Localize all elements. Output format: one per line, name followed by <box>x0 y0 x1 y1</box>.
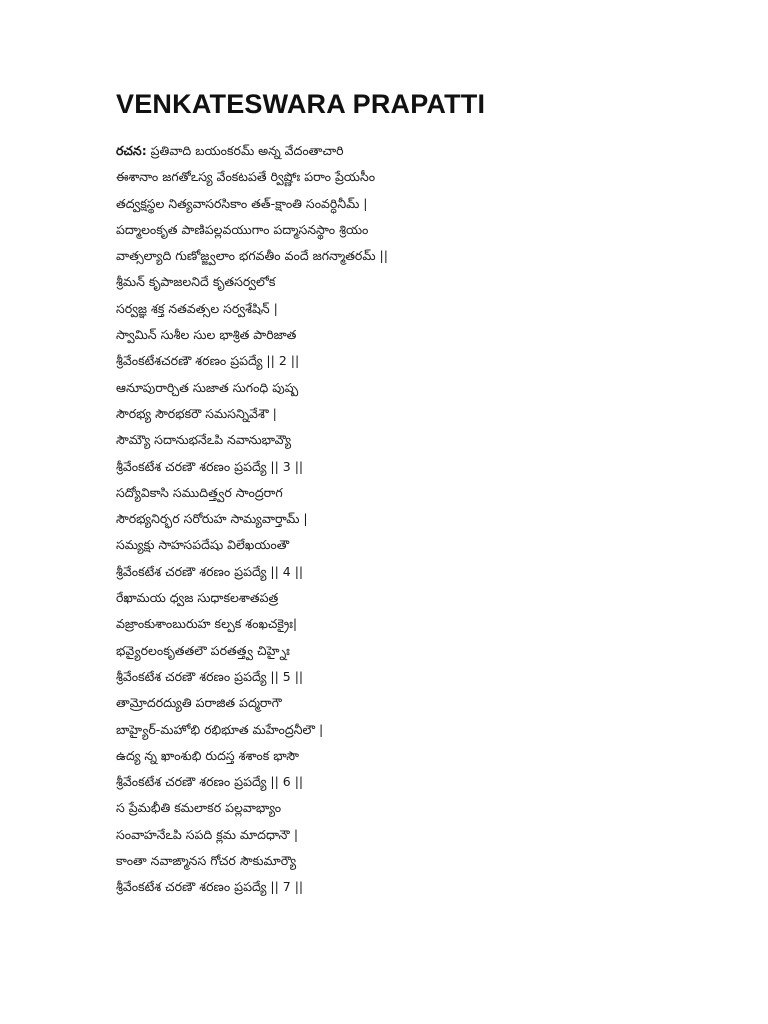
verse-line: సమ్యక్షు సాహసపదేషు విలేఖయంతౌ <box>116 537 290 553</box>
verse-line: శ్రీవేంకటేశ చరణౌ శరణం ప్రపద్యే || 5 || <box>116 668 304 684</box>
verse-line: సంవాహనేఽపి సపది క్లమ మాదధానౌ | <box>116 826 299 842</box>
verse-line: శ్రీవేంకటేశ చరణౌ శరణం ప్రపద్యే || 4 || <box>116 563 304 579</box>
verse-line: సౌమ్యౌ సదానుభనేఽపి నవానుభావ్యౌ <box>116 432 292 448</box>
verse-line: బాహ్యైర్-మహోభి రభిభూత మహేంద్రనీలౌ | <box>116 721 324 737</box>
verse-line: శ్రీమన్ కృపాజలనిదే కృతసర్వలోక <box>116 274 276 290</box>
verse-line: వాత్సల్యాది గుణోజ్జ్వలాం భగవతీం వందే జగన్మాతరమ్ || <box>116 248 388 264</box>
verse-line: శ్రీవేంకటేశ చరణౌ శరణం ప్రపద్యే || 7 || <box>116 879 304 895</box>
document-page <box>116 86 676 901</box>
verse-line: పద్మాలంకృత పాణిపల్లవయుగాం పద్మాసనస్థాం శ్రియం <box>116 221 369 237</box>
verse-line: భవ్యైరలంకృతతలౌ పరతత్త్వ చిహ్నైః <box>116 642 290 658</box>
author-label: రచన: <box>116 143 147 158</box>
verse-line: సద్యోవికాసి సముదిత్త్వర సాంద్రరాగ <box>116 484 283 500</box>
verse-line: ఉద్య న్న ఖాంశుభి రుదస్త శశాంక భాసౌ <box>116 747 299 763</box>
document-title: VENKATESWARA PRAPATTI <box>116 89 486 119</box>
verse-line: రేఖామయ ధ్వజ సుధాకలశాతపత్ర <box>116 590 279 606</box>
verse-line: శ్రీవేంకటేశ చరణౌ శరణం ప్రపద్యే || 6 || <box>116 774 304 790</box>
verse-line: స్వామిన్ సుశీల సుల భాశ్రిత పారిజాత <box>116 327 297 343</box>
verse-line: తామ్రోదరద్యుతి పరాజిత పద్మరాగౌ <box>116 695 282 711</box>
verse-list <box>116 164 676 900</box>
verse-line: తద్వక్షస్థల నిత్యవాసరసికాం తత్-క్షాంతి సంవర్ధినీమ్ | <box>116 195 368 211</box>
verse-line: వజ్రాంకుశాంబురుహ కల్పక శంఖచక్రైః| <box>116 616 298 632</box>
verse-line: శ్రీవేంకటేశ చరణౌ శరణం ప్రపద్యే || 3 || <box>116 458 304 474</box>
verse-line: ఈశానాం జగతోఽస్య వేంకటపతే ర్విష్ణోః పరాం ప్రేయసీం <box>116 169 376 185</box>
verse-line: కాంతా నవాఙ్మానస గోచర సౌకుమార్యౌ <box>116 853 297 869</box>
author-byline <box>116 138 676 164</box>
verse-line: స ప్రేమభీతి కమలాకర పల్లవాభ్యాం <box>116 800 282 816</box>
verse-line: సౌరభ్యనిర్భర సరోరుహ సామ్యవార్తామ్ | <box>116 511 308 527</box>
verse-line: సౌరభ్య సౌరభకరౌ సమసన్నివేశౌ | <box>116 405 277 421</box>
verse-line: శ్రీవేంకటేశచరణౌ శరణం ప్రపద్యే || 2 || <box>116 353 300 369</box>
author-text: ప్రతివాది బయంకరమ్ అన్న వేదంతాచారి <box>150 143 344 158</box>
verse-line: ఆనూపురార్చిత సుజాత సుగంధి పుష్ప <box>116 379 299 395</box>
verse-line: సర్వజ్ఞ శక్త నతవత్సల సర్వశేషిన్ | <box>116 300 278 316</box>
